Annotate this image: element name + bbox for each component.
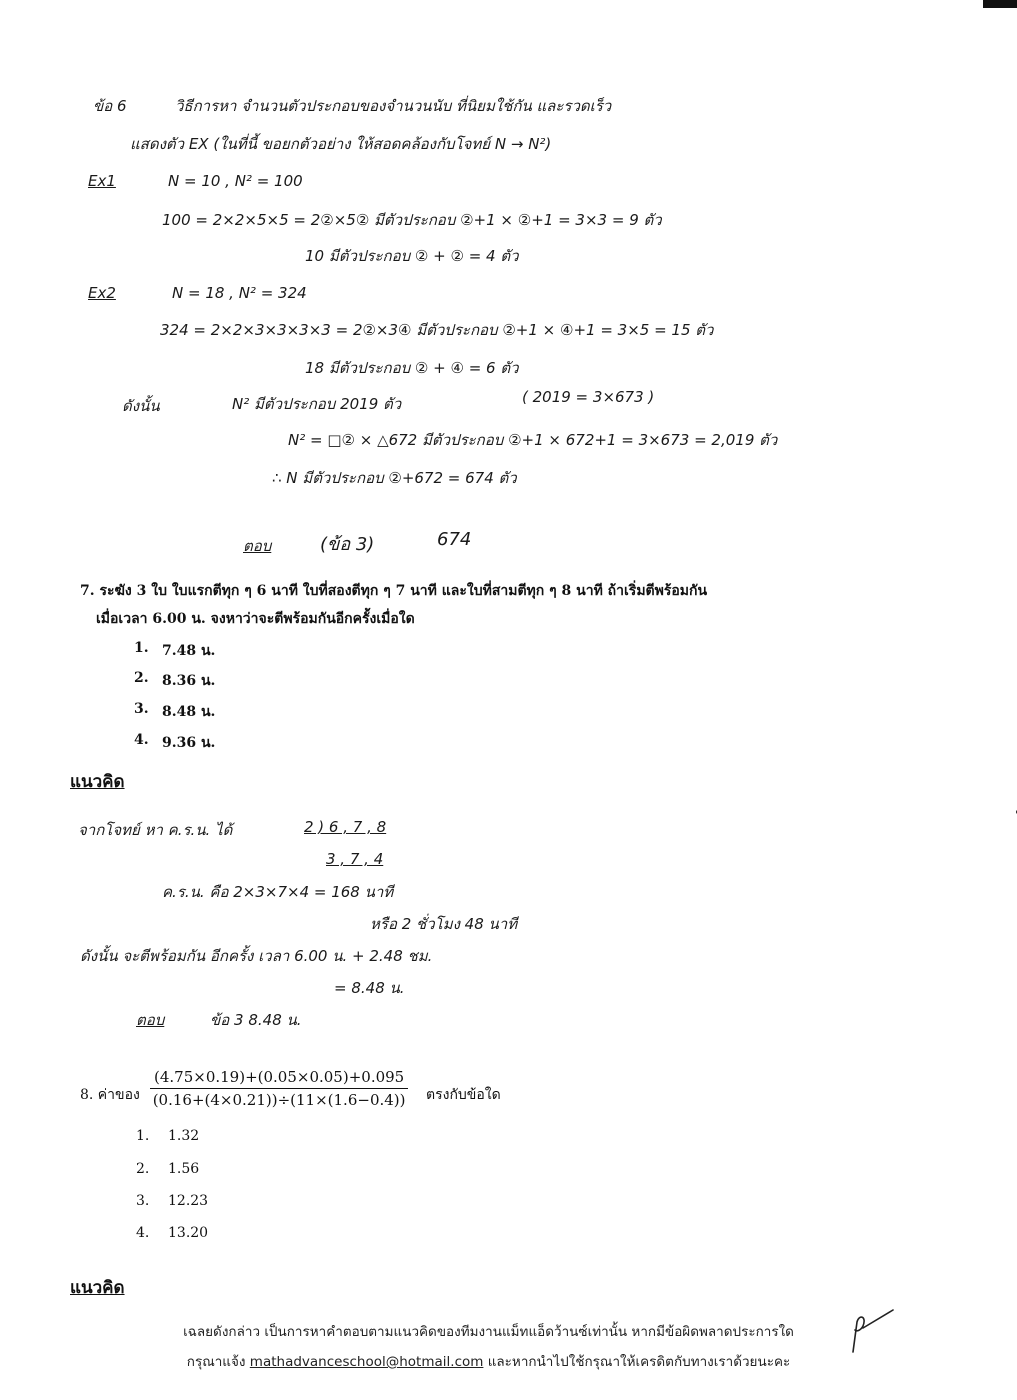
q6-ex1-line1: N = 10 , N² = 100 [168, 172, 303, 190]
q8-choice-4-text: 13.20 [168, 1225, 209, 1241]
q6-therefore-line3: ∴ N มีตัวประกอบ ②+672 = 674 ตัว [272, 469, 517, 487]
q8-choice-3-text: 12.23 [168, 1193, 209, 1209]
q8-choice-3-num: 3. [136, 1193, 150, 1209]
q7-choice-1-text: 7.48 น. [162, 643, 216, 659]
q8-concept-heading: แนวคิด [70, 1278, 125, 1298]
q8-choice-2-num: 2. [136, 1161, 150, 1177]
q7-choice-2-num: 2. [134, 670, 149, 686]
q6-number: ข้อ 6 [93, 97, 127, 115]
q6-ex2-line3: 18 มีตัวประกอบ ② + ④ = 6 ตัว [305, 359, 519, 377]
q7-choice-2-text: 8.36 น. [162, 673, 216, 689]
q6-answer-choice: (ข้อ 3) [320, 534, 375, 555]
q7-choice-4-num: 4. [134, 732, 149, 748]
q8-choice-1-text: 1.32 [168, 1128, 200, 1144]
q8-suffix: ตรงกับข้อใด [426, 1087, 501, 1103]
q7-choice-1-num: 1. [134, 640, 149, 656]
q7-choice-4-text: 9.36 น. [162, 735, 216, 751]
footer-email-link[interactable]: mathadvanceschool@hotmail.com [249, 1354, 484, 1370]
q7-choice-3-text: 8.48 น. [162, 704, 216, 720]
q6-ex1-line2: 100 = 2×2×5×5 = 2②×5② มีตัวประกอบ ②+1 × ②+1 = 3×3 = 9 ตัว [162, 211, 662, 229]
q6-ex1-line3: 10 มีตัวประกอบ ② + ② = 4 ตัว [305, 247, 519, 265]
q6-ex2-line2: 324 = 2×2×3×3×3×3 = 2②×3④ มีตัวประกอบ ②+1 × ④+1 = 3×5 = 15 ตัว [160, 321, 714, 339]
q7-lcm-alt: หรือ 2 ชั่วโมง 48 นาที [370, 915, 518, 933]
q7-division-row1: 2 ) 6 , 7 , 8 [304, 818, 387, 836]
q8-choice-1-num: 1. [136, 1128, 150, 1144]
q8-choice-4-num: 4. [136, 1225, 150, 1241]
q7-conclusion2: = 8.48 น. [334, 979, 405, 997]
q7-text-line2: เมื่อเวลา 6.00 น. จงหาว่าจะตีพร้อมกันอีกครั้งเมื่อใด [96, 611, 415, 627]
q7-answer-label: ตอบ [136, 1011, 165, 1029]
q6-answer-value: 674 [437, 529, 472, 550]
footer-line2-prefix: กรุณาแจ้ง [186, 1354, 246, 1370]
q6-subtitle: แสดงตัว EX (ในที่นี้ ขอยกตัวอย่าง ให้สอดคล้องกับโจทย์ N → N²) [130, 135, 552, 153]
q6-ex2-label: Ex2 [88, 284, 116, 302]
q8-fraction [150, 1068, 408, 1109]
q7-concept-heading: แนวคิด [70, 772, 125, 792]
q8-prefix: 8. ค่าของ [80, 1087, 140, 1103]
q6-ex1-label: Ex1 [88, 172, 116, 190]
q6-title: วิธีการหา จำนวนตัวประกอบของจำนวนนับ ที่นิยมใช้กัน และรวดเร็ว [175, 97, 612, 115]
q6-therefore-label: ดังนั้น [122, 397, 160, 415]
footer-line2-suffix: และหากนำไปใช้กรุณาให้เครดิตกับทางเราด้วยนะคะ [487, 1354, 791, 1370]
q7-conclusion: ดังนั้น จะตีพร้อมกัน อีกครั้ง เวลา 6.00 น. + 2.48 ชม. [80, 947, 433, 965]
q6-therefore-line1: N² มีตัวประกอบ 2019 ตัว [232, 395, 402, 413]
q7-choice-3-num: 3. [134, 701, 149, 717]
q6-ex2-line1: N = 18 , N² = 324 [172, 284, 307, 302]
q7-division-row2: 3 , 7 , 4 [326, 850, 384, 868]
footer-line1: เฉลยดังกล่าว เป็นการหาคำตอบตามแนวคิดของทีมงานแม็ทแอ็ดว้านซ์เท่านั้น หากมีข้อผิดพลาดประการใด [183, 1324, 794, 1340]
q8-numerator: (4.75×0.19)+(0.05×0.05)+0.095 [154, 1068, 405, 1086]
handwritten-initial-mark [847, 1308, 897, 1356]
scan-edge-mark [983, 0, 1017, 8]
q7-answer-text: ข้อ 3 8.48 น. [210, 1011, 302, 1029]
q8-denominator: (0.16+(4×0.21))÷(11×(1.6−0.4)) [152, 1091, 406, 1109]
q6-answer-label: ตอบ [243, 537, 272, 555]
q8-choice-2-text: 1.56 [168, 1161, 200, 1177]
q7-lcm-line: ค.ร.น. คือ 2×3×7×4 = 168 นาที [162, 883, 394, 901]
q7-work-intro: จากโจทย์ หา ค.ร.น. ได้ [78, 821, 233, 839]
q6-therefore-line2: N² = □② × △672 มีตัวประกอบ ②+1 × 672+1 = 3×673 = 2,019 ตัว [288, 431, 778, 449]
q6-therefore-note: ( 2019 = 3×673 ) [522, 388, 655, 406]
q7-text-line1: 7. ระฆัง 3 ใบ ใบแรกตีทุก ๆ 6 นาที ใบที่สองตีทุก ๆ 7 นาที และใบที่สามตีทุก ๆ 8 นาที ถ้าเริ่มตีพร้อมกัน [80, 583, 708, 599]
